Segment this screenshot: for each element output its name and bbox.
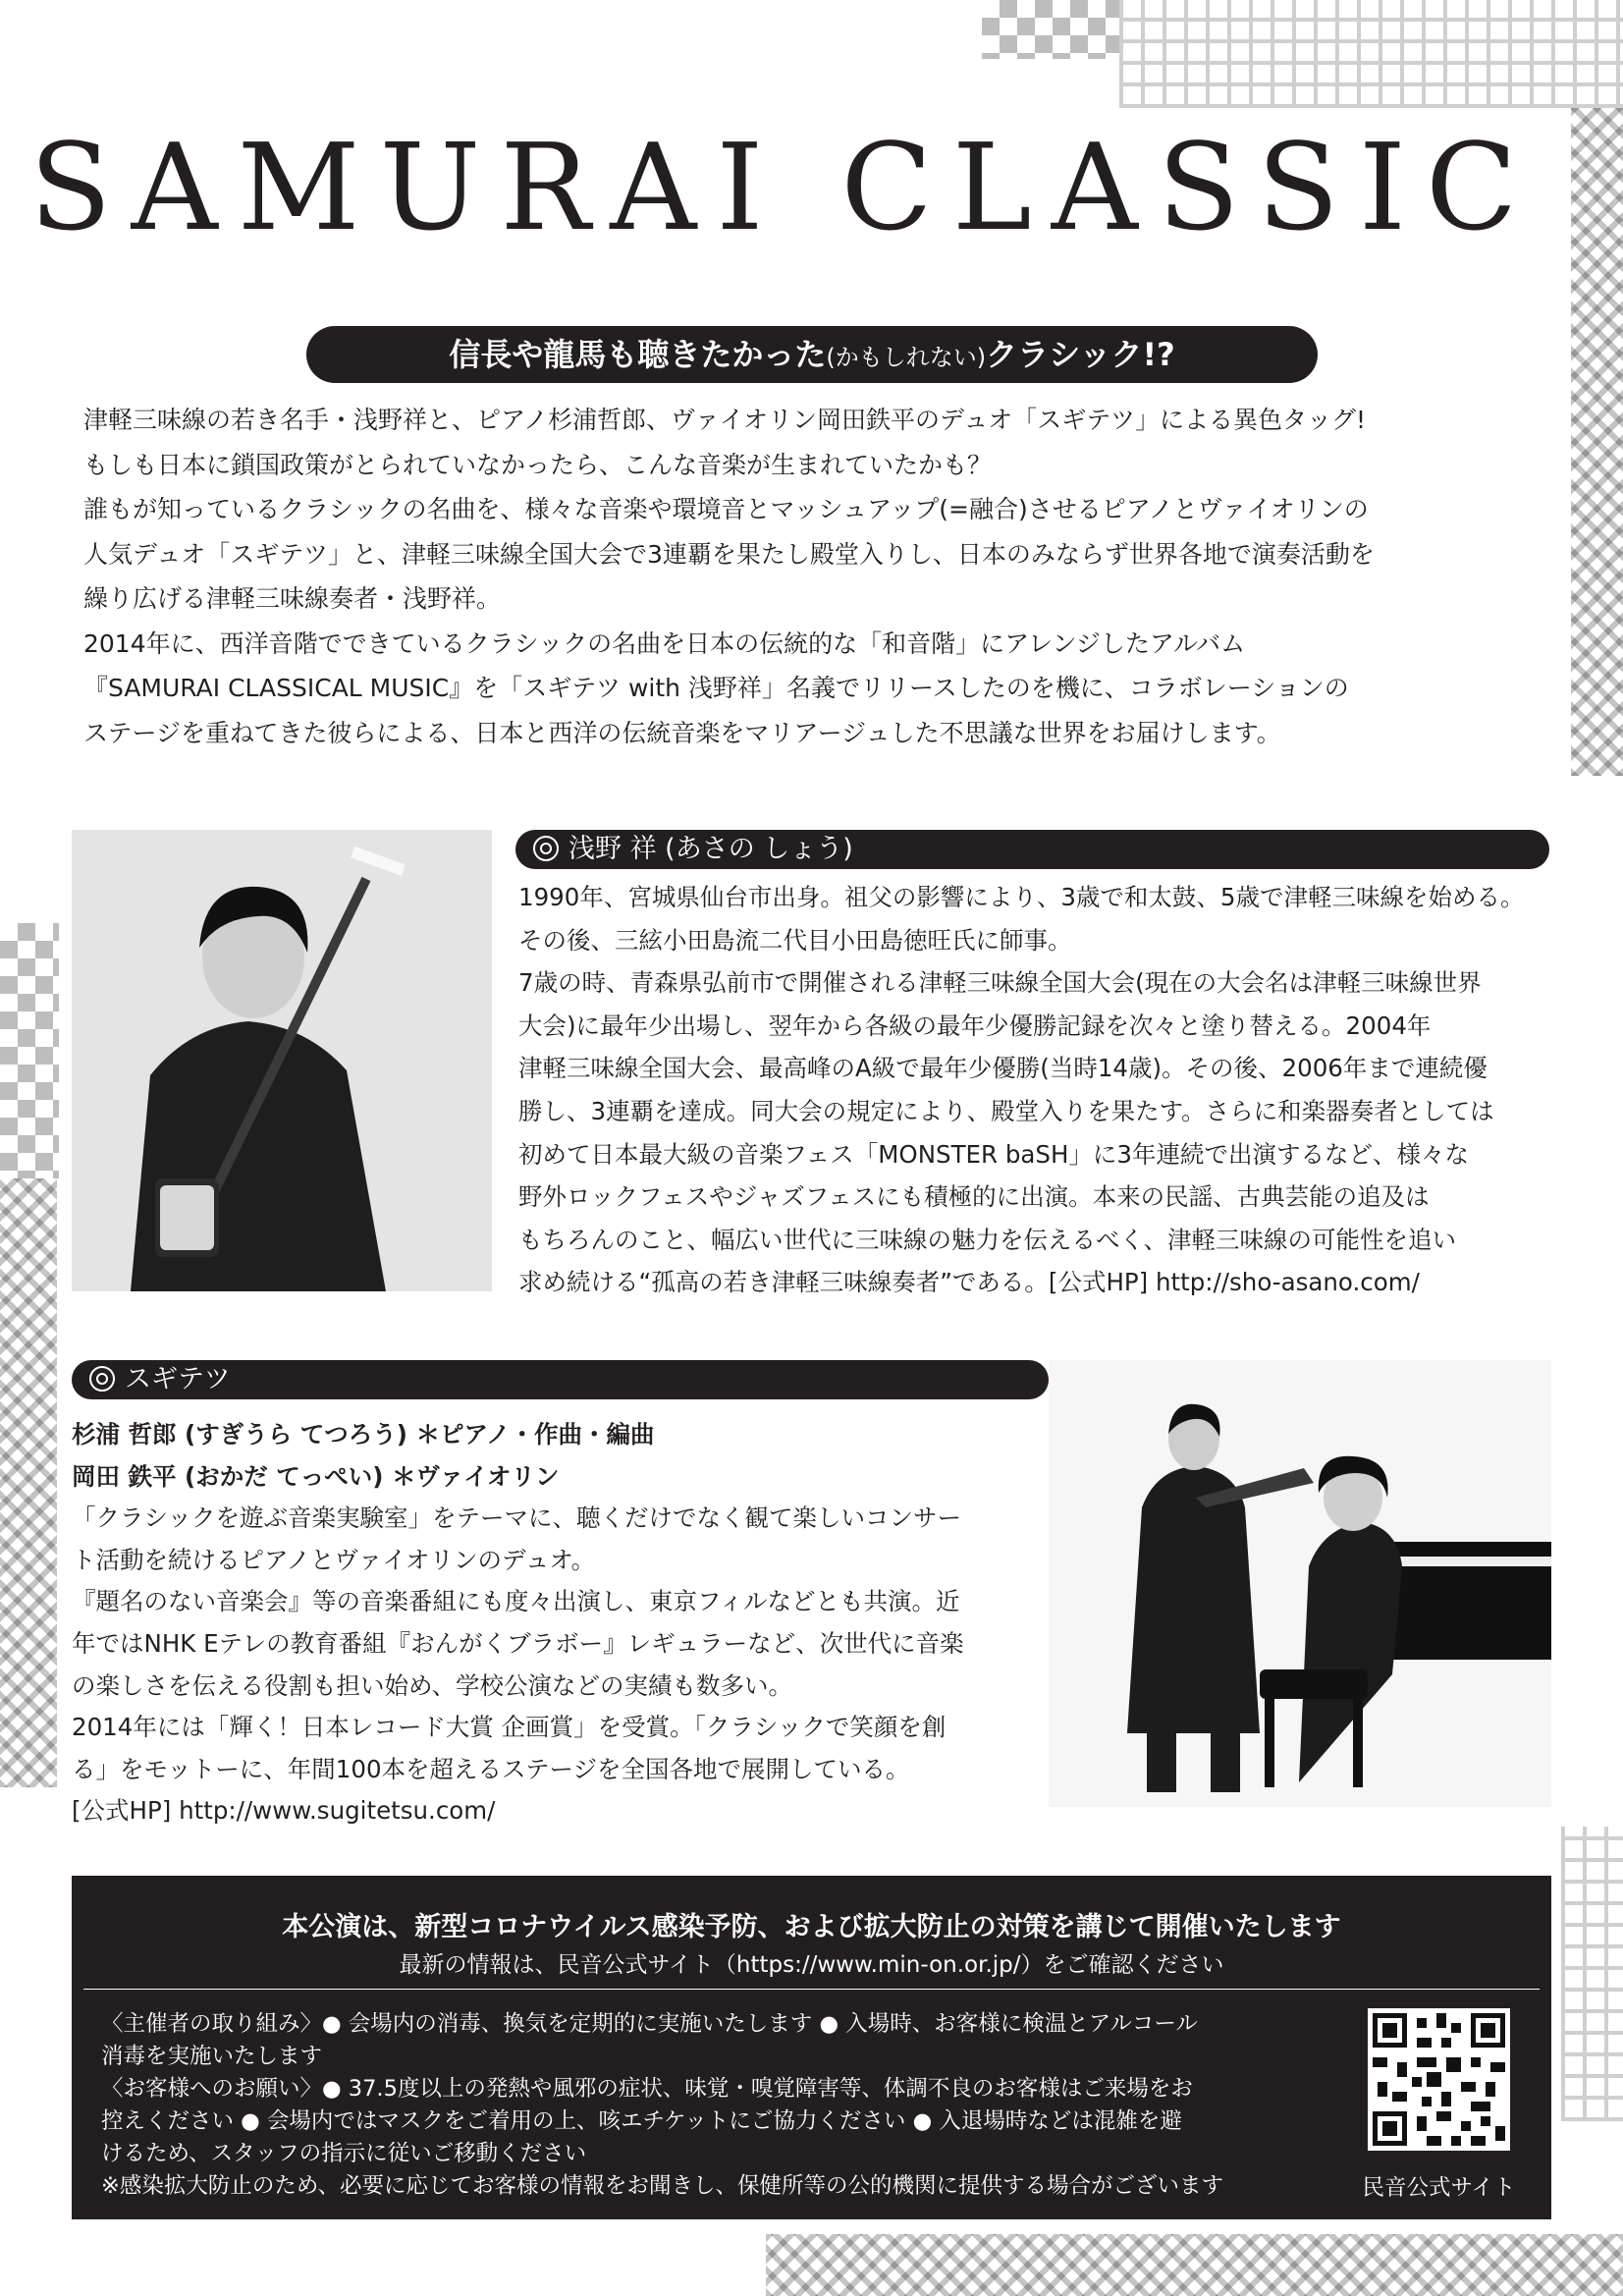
sugitetsu-bio xyxy=(72,1414,1054,1832)
page-title: SAMURAI CLASSIC xyxy=(29,118,1538,257)
asano-bio-line: 勝し、3連覇を達成。同大会の規定により、殿堂入りを果たす。さらに和楽器奏者としては xyxy=(518,1096,1494,1125)
asano-bio-line: その後、三絃小田島流二代目小田島徳旺氏に師事。 xyxy=(518,925,1072,955)
sugitetsu-bio-line: の楽しさを伝える役割も担い始め、学校公演などの実績も数多い。 xyxy=(72,1670,793,1700)
asano-bio-line: 野外ロックフェスやジャズフェスにも積極的に出演。本来の民謡、古典芸能の追及は xyxy=(518,1182,1430,1212)
asano-photo xyxy=(72,830,492,1291)
sugitetsu-bio-line: 年ではNHK Eテレの教育番組『おんがくブラボー』レギュラーなど、次世代に音楽 xyxy=(72,1628,964,1658)
asano-bio-line: 1990年、宮城県仙台市出身。祖父の影響により、3歳で和太鼓、5歳で津軽三味線を始める。 xyxy=(518,883,1525,911)
notice-subline: 最新の情報は、民音公式サイト（https://www.min-on.or.jp/）をご確認ください xyxy=(399,1952,1224,1978)
intro-line: ステージを重ねてきた彼らによる、日本と西洋の伝統音楽をマリアージュした不思議な世界をお届けします。 xyxy=(83,718,1281,747)
asano-bio-line: 初めて日本最大級の音楽フェス「MONSTER baSH」に3年連続で出演するなど、様々な xyxy=(518,1139,1469,1169)
asano-bio-line: 津軽三味線全国大会、最高峰のA級で最年少優勝(当時14歳)。その後、2006年まで連続優 xyxy=(518,1054,1488,1083)
notice-line: 〈お客様へのお願い〉● 37.5度以上の発熱や風邪の症状、味覚・嗅覚障害等、体調不良のお客様はご来場をお xyxy=(101,2076,1193,2102)
notice-line: 〈主催者の取り組み〉● 会場内の消毒、換気を定期的に実施いたします ● 入場時、お客様に検温とアルコール xyxy=(101,2011,1198,2037)
tagline-paren: (かもしれない) xyxy=(826,344,987,371)
checker-pattern-left xyxy=(0,923,59,1178)
tagline-tail: クラシック!? xyxy=(986,336,1175,373)
notice-line: ※感染拡大防止のため、必要に応じてお客様の情報をお聞きし、保健所等の公的機関に提供する場合がございます xyxy=(101,2173,1223,2199)
intro-line: 誰もが知っているクラシックの名曲を、様々な音楽や環境音とマッシュアップ(=融合)させるピアノとヴァイオリンの xyxy=(83,495,1369,523)
sugitetsu-bio-line: 2014年には「輝く！日本レコード大賞 企画賞」を受賞。「クラシックで笑顔を創 xyxy=(72,1713,947,1742)
intro-text xyxy=(83,398,1546,755)
sugitetsu-heading xyxy=(72,1360,1049,1399)
sugitetsu-heading-text: スギテツ xyxy=(125,1364,231,1394)
sugitetsu-bio-line: 『題名のない音楽会』等の音楽番組にも度々出演し、東京フィルなどとも共演。近 xyxy=(72,1587,960,1616)
notice-headline: 本公演は、新型コロナウイルス感染予防、および拡大防止の対策を講じて開催いたします xyxy=(282,1912,1341,1942)
flower-icon xyxy=(89,1366,115,1392)
sayagata-pattern-top-right xyxy=(1119,0,1623,108)
intro-line: 繰り広げる津軽三味線奏者・浅野祥。 xyxy=(83,584,502,613)
zigzag-pattern-bottom xyxy=(766,2234,1623,2296)
intro-line: もしも日本に鎖国政策がとられていなかったら、こんな音楽が生まれていたかも？ xyxy=(83,450,993,479)
sugitetsu-bio-line: 「クラシックを遊ぶ音楽実験室」をテーマに、聴くだけでなく観て楽しいコンサー xyxy=(72,1503,962,1533)
tagline-banner xyxy=(306,326,1318,383)
intro-line: 人気デュオ「スギテツ」と、津軽三味線全国大会で3連覇を果たし殿堂入りし、日本のみならず世界各地で演奏活動を xyxy=(83,539,1375,569)
covid-notice xyxy=(72,1876,1551,2219)
notice-body xyxy=(101,2008,1407,2203)
sugitetsu-bio-line: [公式HP] http://www.sugitetsu.com/ xyxy=(72,1796,496,1826)
intro-line: 『SAMURAI CLASSICAL MUSIC』を「スギテツ with 浅野祥」名義でリリースしたのを機に、コラボレーションの xyxy=(83,674,1349,702)
zigzag-pattern-left xyxy=(0,1178,57,1787)
sugitetsu-bio-line: ト活動を続けるピアノとヴァイオリンのデュオ。 xyxy=(72,1545,596,1574)
asano-bio-line: もちろんのこと、幅広い世代に三味線の魅力を伝えるべく、津軽三味線の可能性を追い xyxy=(518,1225,1457,1254)
flower-icon xyxy=(533,836,559,861)
qr-code[interactable] xyxy=(1368,2008,1510,2151)
notice-line: けるため、スタッフの指示に従いご移動ください xyxy=(101,2141,587,2166)
sugitetsu-bio-line: る」をモットーに、年間100本を超えるステージを全国各地で展開している。 xyxy=(72,1754,910,1783)
notice-divider xyxy=(83,1989,1540,1990)
asano-bio xyxy=(518,876,1554,1304)
qr-label: 民音公式サイト xyxy=(1362,2175,1516,2201)
asano-heading xyxy=(515,830,1549,869)
notice-line: 控えください ● 会場内ではマスクをご着用の上、咳エチケットにご協力ください ● 入退場時などは混雑を避 xyxy=(101,2108,1182,2134)
sugitetsu-photo xyxy=(1049,1360,1551,1807)
member-sugiura: 杉浦 哲郎 (すぎうら てつろう) ＊ピアノ・作曲・編曲 xyxy=(72,1420,655,1449)
asano-heading-text: 浅野 祥 (あさの しょう) xyxy=(568,834,853,864)
notice-line: 消毒を実施いたします xyxy=(101,2044,323,2069)
sayagata-pattern-right xyxy=(1561,1827,1623,2121)
tagline-main: 信長や龍馬も聴きたかった xyxy=(449,336,827,373)
member-okada: 岡田 鉄平 (おかだ てっぺい) ＊ヴァイオリン xyxy=(72,1461,560,1491)
asano-bio-line: 7歳の時、青森県弘前市で開催される津軽三味線全国大会(現在の大会名は津軽三味線世界 xyxy=(518,968,1482,998)
intro-line: 2014年に、西洋音階でできているクラシックの名曲を日本の伝統的な「和音階」にアレンジしたアルバム xyxy=(83,629,1246,658)
intro-line: 津軽三味線の若き名手・浅野祥と、ピアノ杉浦哲郎、ヴァイオリン岡田鉄平のデュオ「スギテツ」による異色タッグ! xyxy=(83,406,1367,434)
asano-bio-line: 大会)に最年少出場し、翌年から各級の最年少優勝記録を次々と塗り替える。2004年 xyxy=(518,1011,1432,1040)
asano-bio-line: 求め続ける“孤高の若き津軽三味線奏者”である。[公式HP] http://sho-asano.com/ xyxy=(518,1268,1420,1297)
